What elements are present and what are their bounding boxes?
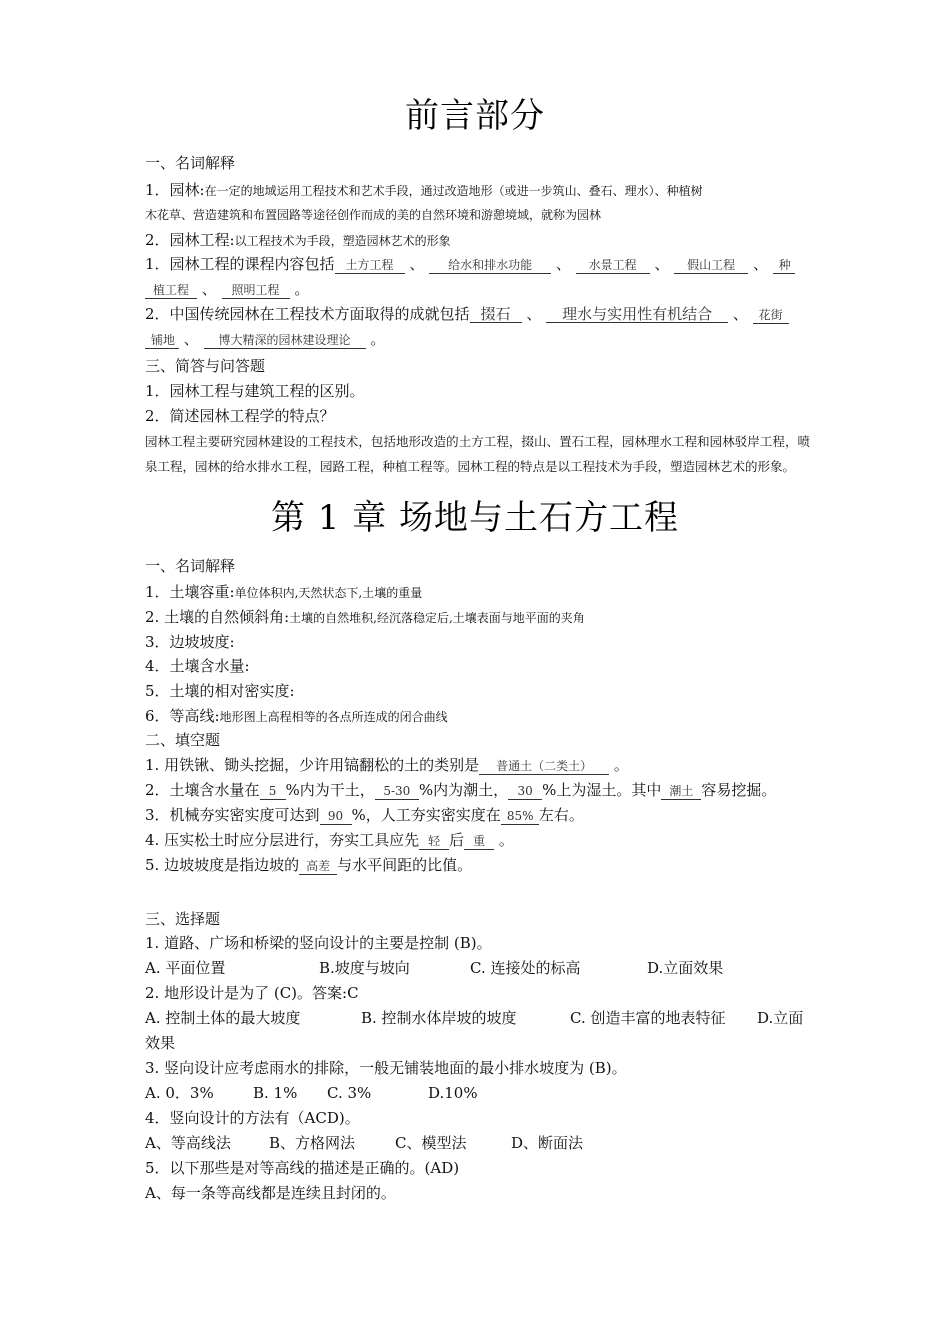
preface-title: 前言部分 xyxy=(405,96,545,136)
section-heading: 三、简答与问答题 xyxy=(145,357,266,375)
document-page: 前言部分 一、名词解释 1．园林:在一定的地域运用工程技术和艺术手段，通过改造地形（或进一步筑山、叠石、理水）、种植树 木花草、营造建筑和布置园路等途径创作而成的美的自然环境和游憩境域，就称为园林 2．园林工程:以工程技术为手段，塑造园林艺术的形象 1．园林工程的课程内容包括 土方工程 、 给水和排水功能 、 水景工程 、 假山工程 、 种 植工程 、 照明工程 。 2．中国传统园林在工程技术方面取得的成就包括 掇石 、 理水与实用性有机结合 、 花街 铺地 、 博大精深的园林建设理论 。 三、简答与问答题 1．园林工程与建筑工程的区别。 2．简述园林工程学的特点？ 园林工程主要研究园林建设的工程技术，包括地形改造的土方工程，掇山、置石工程，园林理水工程和园林驳岸工程，喷泉工程，园林的给水排水工程，园路工程，种植工程等。园林工程的特点是以工程技术为手段，塑造园林艺术的形象。 第 1 章 场地与土石方工程 一、名词解释 1．土壤容重:单位体积内,天然状态下,土壤的重量 2. 土壤的自然倾斜角:土壤的自然堆积,经沉落稳定后,土壤表面与地平面的夹角 3．边坡坡度: 4．土壤含水量: 5．土壤的相对密实度: 6．等高线:地形图上高程相等的各点所连成的闭合曲线 二、填空题 1. 用铁锹、锄头挖掘，少许用镐翻松的土的类别是 普通土（二类土） 。 2．土壤含水量在 5 %内为干土， 5-30 %内为潮土， 30 %上为湿土。其中 潮土 容易挖掘。 3．机械夯实密实度可达到 90 %，人工夯实密实度在 85% 左右。 4. 压实松土时应分层进行，夯实工具应先 轻 后 重 。 5. 边坡坡度是指边坡的 高差 与水平间距的比值。 三、选择题 1. 道路、广场和桥梁的竖向设计的主要是控制 (B)。 A. 平面位置 B.坡度与坡向 C. 连接处的标高 D.立面效果 2. 地形设计是为了 (C)。答案:C A. 控制土体的最大坡度 B. 控制水体岸坡的坡度 C. 创造丰富的地表特征 D.立面 效果 3. 竖向设计应考虑雨水的排除，一般无铺装地面的最小排水坡度为 (B)。 A. 0．3% B. 1% C. 3% D.10% 4．竖向设计的方法有（ACD)。 A、等高线法 B、方格网法 C、模型法 D、断面法 5．以下那些是对等高线的描述是正确的。(AD) A、每一条等高线都是连续且封闭的。 xyxy=(0,0,950,1344)
fill-question: 1. 用铁锹、锄头挖掘，少许用镐翻松的土的类别是 普通土（二类土） 。 xyxy=(145,756,629,774)
choice-question: 1. 道路、广场和桥梁的竖向设计的主要是控制 (B)。 xyxy=(145,934,492,952)
fill-question: 5. 边坡坡度是指边坡的 高差 与水平间距的比值。 xyxy=(145,856,473,874)
fill-achievements-cont: 铺地 、 博大精深的园林建设理论 。 xyxy=(145,329,810,349)
fill-question: 4. 压实松土时应分层进行，夯实工具应先 轻 后 重 。 xyxy=(145,831,514,849)
term-repose-angle: 2. 土壤的自然倾斜角:土壤的自然堆积,经沉落稳定后,土壤表面与地平面的夹角 xyxy=(145,608,585,626)
term-relative-density: 5．土壤的相对密实度: xyxy=(145,682,295,700)
term-yuanlin-cont: 木花草、营造建筑和布置园路等途径创作而成的美的自然环境和游憩境域，就称为园林 xyxy=(145,208,602,222)
choice-option-cont: 效果 xyxy=(145,1034,176,1052)
term-slope: 3．边坡坡度: xyxy=(145,633,235,651)
choice-question: 4．竖向设计的方法有（ACD)。 xyxy=(145,1109,360,1127)
question: 2．简述园林工程学的特点？ xyxy=(145,407,335,425)
term-moisture: 4．土壤含水量: xyxy=(145,657,250,675)
section-heading: 三、选择题 xyxy=(145,910,221,928)
question: 1．园林工程与建筑工程的区别。 xyxy=(145,382,365,400)
choice-question: 2. 地形设计是为了 (C)。答案:C xyxy=(145,984,359,1002)
section-heading: 一、名词解释 xyxy=(145,154,236,172)
term-contour: 6．等高线:地形图上高程相等的各点所连成的闭合曲线 xyxy=(145,707,448,725)
choice-question: 5．以下那些是对等高线的描述是正确的。(AD) xyxy=(145,1159,460,1177)
section-heading: 一、名词解释 xyxy=(145,557,236,575)
choice-question: 3. 竖向设计应考虑雨水的排除，一般无铺装地面的最小排水坡度为 (B)。 xyxy=(145,1059,627,1077)
answer-paragraph: 园林工程主要研究园林建设的工程技术，包括地形改造的土方工程，掇山、置石工程，园林理水工程和园林驳岸工程，喷泉工程，园林的给水排水工程，园路工程，种植工程等。园林工程的特点是以工程技术为手段，塑造园林艺术的形象。 xyxy=(145,434,810,474)
term-soil-density: 1．土壤容重:单位体积内,天然状态下,土壤的重量 xyxy=(145,583,423,601)
fill-question: 2．土壤含水量在 5 %内为干土， 5-30 %内为潮土， 30 %上为湿土。其中 潮土 容易挖掘。 xyxy=(145,781,777,799)
fill-course-content-cont: 植工程 、 照明工程 。 xyxy=(145,279,810,299)
term-yuanlin-gongcheng: 2．园林工程:以工程技术为手段，塑造园林艺术的形象 xyxy=(145,231,451,249)
term-yuanlin: 1．园林:在一定的地域运用工程技术和艺术手段，通过改造地形（或进一步筑山、叠石、理水）、种植树 xyxy=(145,181,703,199)
choice-option: A、每一条等高线都是连续且封闭的。 xyxy=(145,1184,396,1202)
fill-course-content: 1．园林工程的课程内容包括 土方工程 、 给水和排水功能 、 水景工程 、 假山工程 、 种 xyxy=(145,254,810,274)
fill-question: 3．机械夯实密实度可达到 90 %，人工夯实密实度在 85% 左右。 xyxy=(145,806,584,824)
section-heading: 二、填空题 xyxy=(145,731,221,749)
fill-achievements: 2．中国传统园林在工程技术方面取得的成就包括 掇石 、 理水与实用性有机结合 、 花街 xyxy=(145,304,810,324)
chapter-title: 第 1 章 场地与土石方工程 xyxy=(270,498,680,538)
